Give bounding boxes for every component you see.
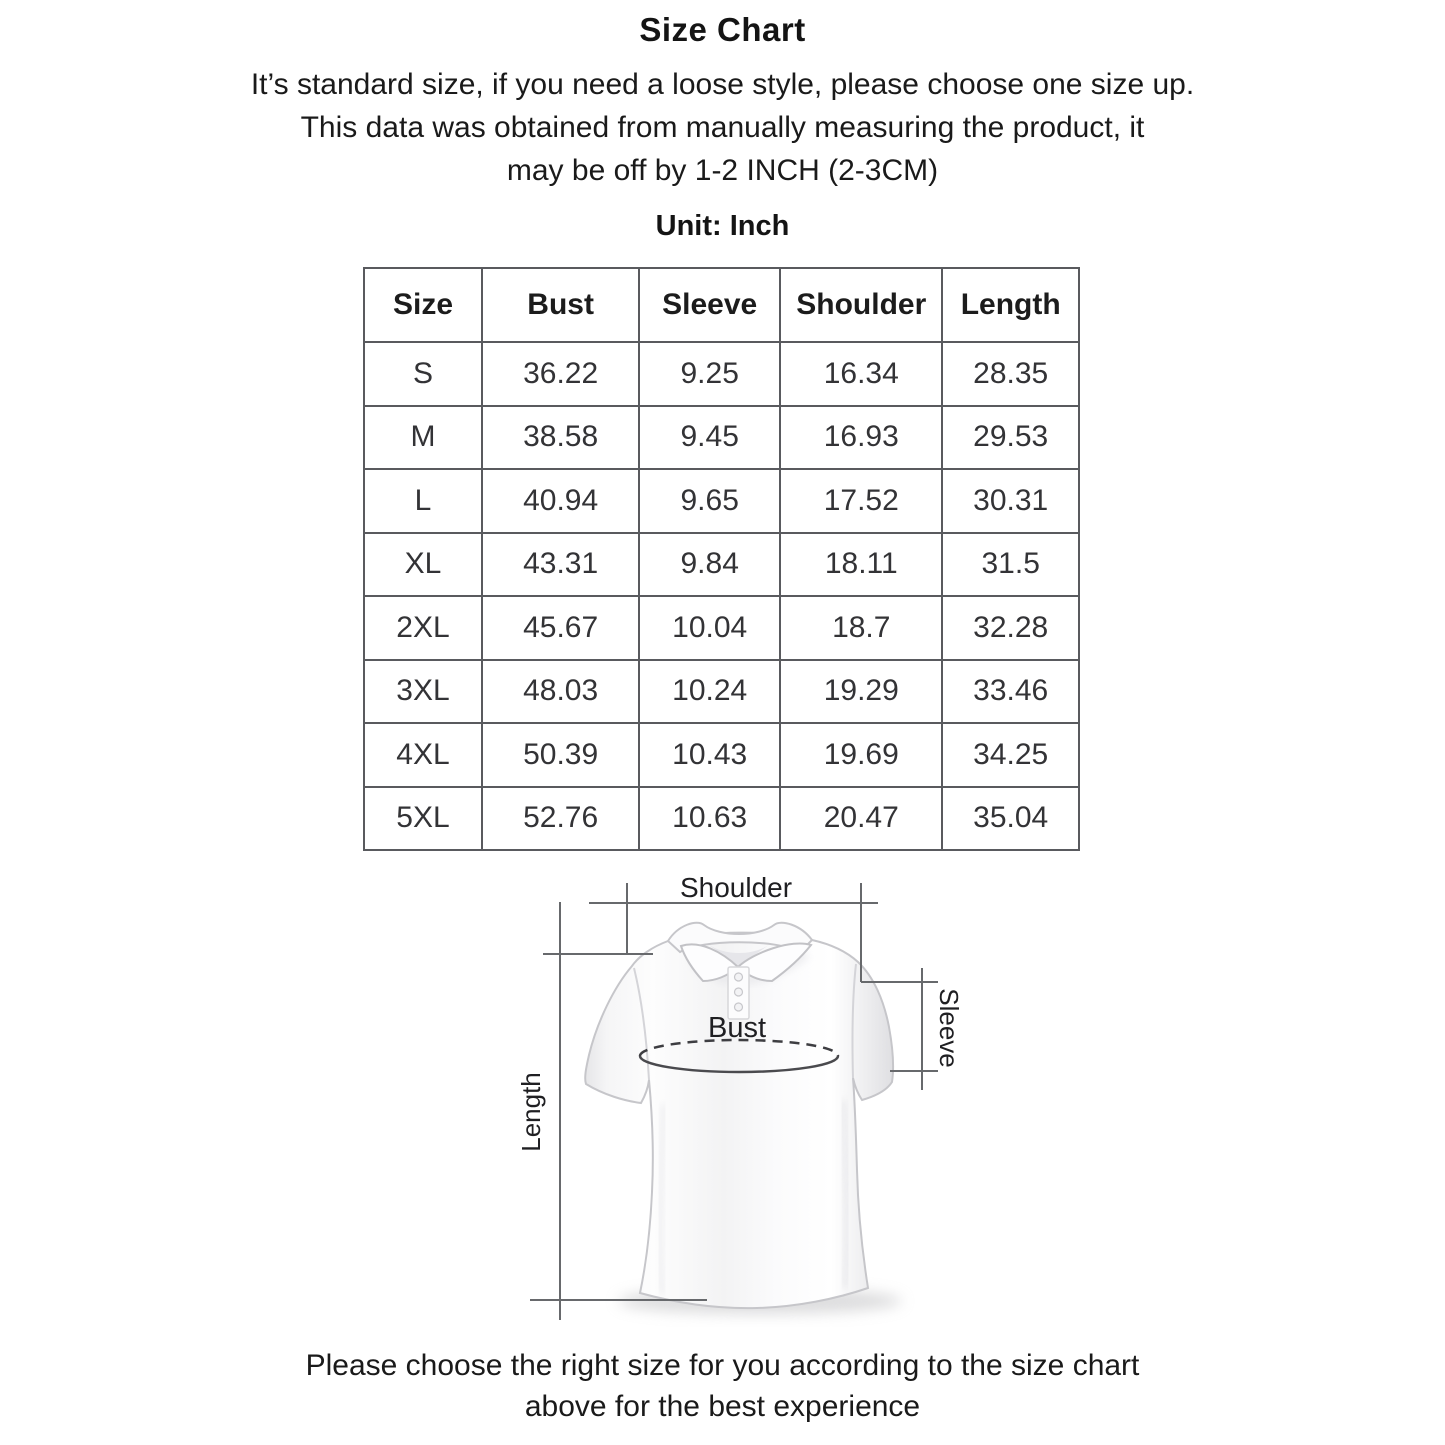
page-title: Size Chart	[639, 11, 806, 48]
size-row	[364, 787, 1079, 851]
button-icon	[735, 1003, 743, 1011]
cell-bust: 45.67	[482, 596, 639, 660]
size-table	[363, 267, 1080, 851]
cell-shoulder: 19.29	[780, 660, 942, 724]
cell-bust: 36.22	[482, 342, 639, 406]
header-cell-shoulder: Shoulder	[780, 268, 942, 342]
cell-sleeve: 10.43	[639, 723, 780, 787]
cell-length: 30.31	[942, 469, 1079, 533]
unit-label: Unit: Inch	[655, 210, 790, 242]
cell-shoulder: 18.11	[780, 533, 942, 597]
button-icon	[735, 973, 743, 981]
cell-sleeve: 9.45	[639, 406, 780, 470]
cell-length: 35.04	[942, 787, 1079, 851]
footer-line-1: Please choose the right size for you according to the size chart	[305, 1349, 1140, 1382]
cell-length: 33.46	[942, 660, 1079, 724]
cell-size: XL	[364, 533, 482, 597]
cell-shoulder: 20.47	[780, 787, 942, 851]
cell-size: 5XL	[364, 787, 482, 851]
cell-size: 3XL	[364, 660, 482, 724]
intro-line-1: It’s standard size, if you need a loose style, please choose one size up.	[250, 68, 1195, 101]
cell-bust: 38.58	[482, 406, 639, 470]
cell-length: 28.35	[942, 342, 1079, 406]
cell-sleeve: 10.24	[639, 660, 780, 724]
footer-note	[0, 1345, 1445, 1427]
polo-shirt-illustration	[585, 923, 902, 1314]
cell-length: 32.28	[942, 596, 1079, 660]
cell-size: S	[364, 342, 482, 406]
size-row	[364, 533, 1079, 597]
intro-line-3: may be off by 1-2 INCH (2-3CM)	[506, 154, 939, 187]
cell-bust: 43.31	[482, 533, 639, 597]
header-cell-length: Length	[942, 268, 1079, 342]
cell-size: L	[364, 469, 482, 533]
length-label: Length	[516, 1072, 546, 1152]
cell-length: 29.53	[942, 406, 1079, 470]
header-cell-bust: Bust	[482, 268, 639, 342]
header-cell-sleeve: Sleeve	[639, 268, 780, 342]
bust-label: Bust	[707, 1012, 767, 1044]
size-row	[364, 342, 1079, 406]
cell-length: 31.5	[942, 533, 1079, 597]
button-icon	[735, 988, 743, 996]
cell-bust: 48.03	[482, 660, 639, 724]
header-cell-size: Size	[364, 268, 482, 342]
measurement-diagram	[0, 865, 1445, 1340]
cell-length: 34.25	[942, 723, 1079, 787]
cell-size: M	[364, 406, 482, 470]
cell-size: 4XL	[364, 723, 482, 787]
size-row	[364, 406, 1079, 470]
cell-sleeve: 9.65	[639, 469, 780, 533]
size-row	[364, 596, 1079, 660]
intro-text	[0, 63, 1445, 192]
cell-bust: 50.39	[482, 723, 639, 787]
size-row	[364, 723, 1079, 787]
cell-sleeve: 9.25	[639, 342, 780, 406]
cell-sleeve: 10.04	[639, 596, 780, 660]
intro-line-2: This data was obtained from manually measuring the product, it	[300, 111, 1145, 144]
cell-bust: 40.94	[482, 469, 639, 533]
cell-shoulder: 17.52	[780, 469, 942, 533]
cell-shoulder: 16.93	[780, 406, 942, 470]
footer-line-2: above for the best experience	[524, 1390, 921, 1423]
cell-size: 2XL	[364, 596, 482, 660]
size-row	[364, 469, 1079, 533]
size-table-container	[363, 267, 1080, 851]
cell-shoulder: 18.7	[780, 596, 942, 660]
shoulder-label: Shoulder	[679, 872, 793, 903]
size-table-header-row	[364, 268, 1079, 342]
size-row	[364, 660, 1079, 724]
cell-bust: 52.76	[482, 787, 639, 851]
cell-shoulder: 19.69	[780, 723, 942, 787]
cell-sleeve: 10.63	[639, 787, 780, 851]
cell-shoulder: 16.34	[780, 342, 942, 406]
cell-sleeve: 9.84	[639, 533, 780, 597]
sleeve-label: Sleeve	[934, 988, 964, 1068]
right-fold	[843, 1100, 847, 1288]
